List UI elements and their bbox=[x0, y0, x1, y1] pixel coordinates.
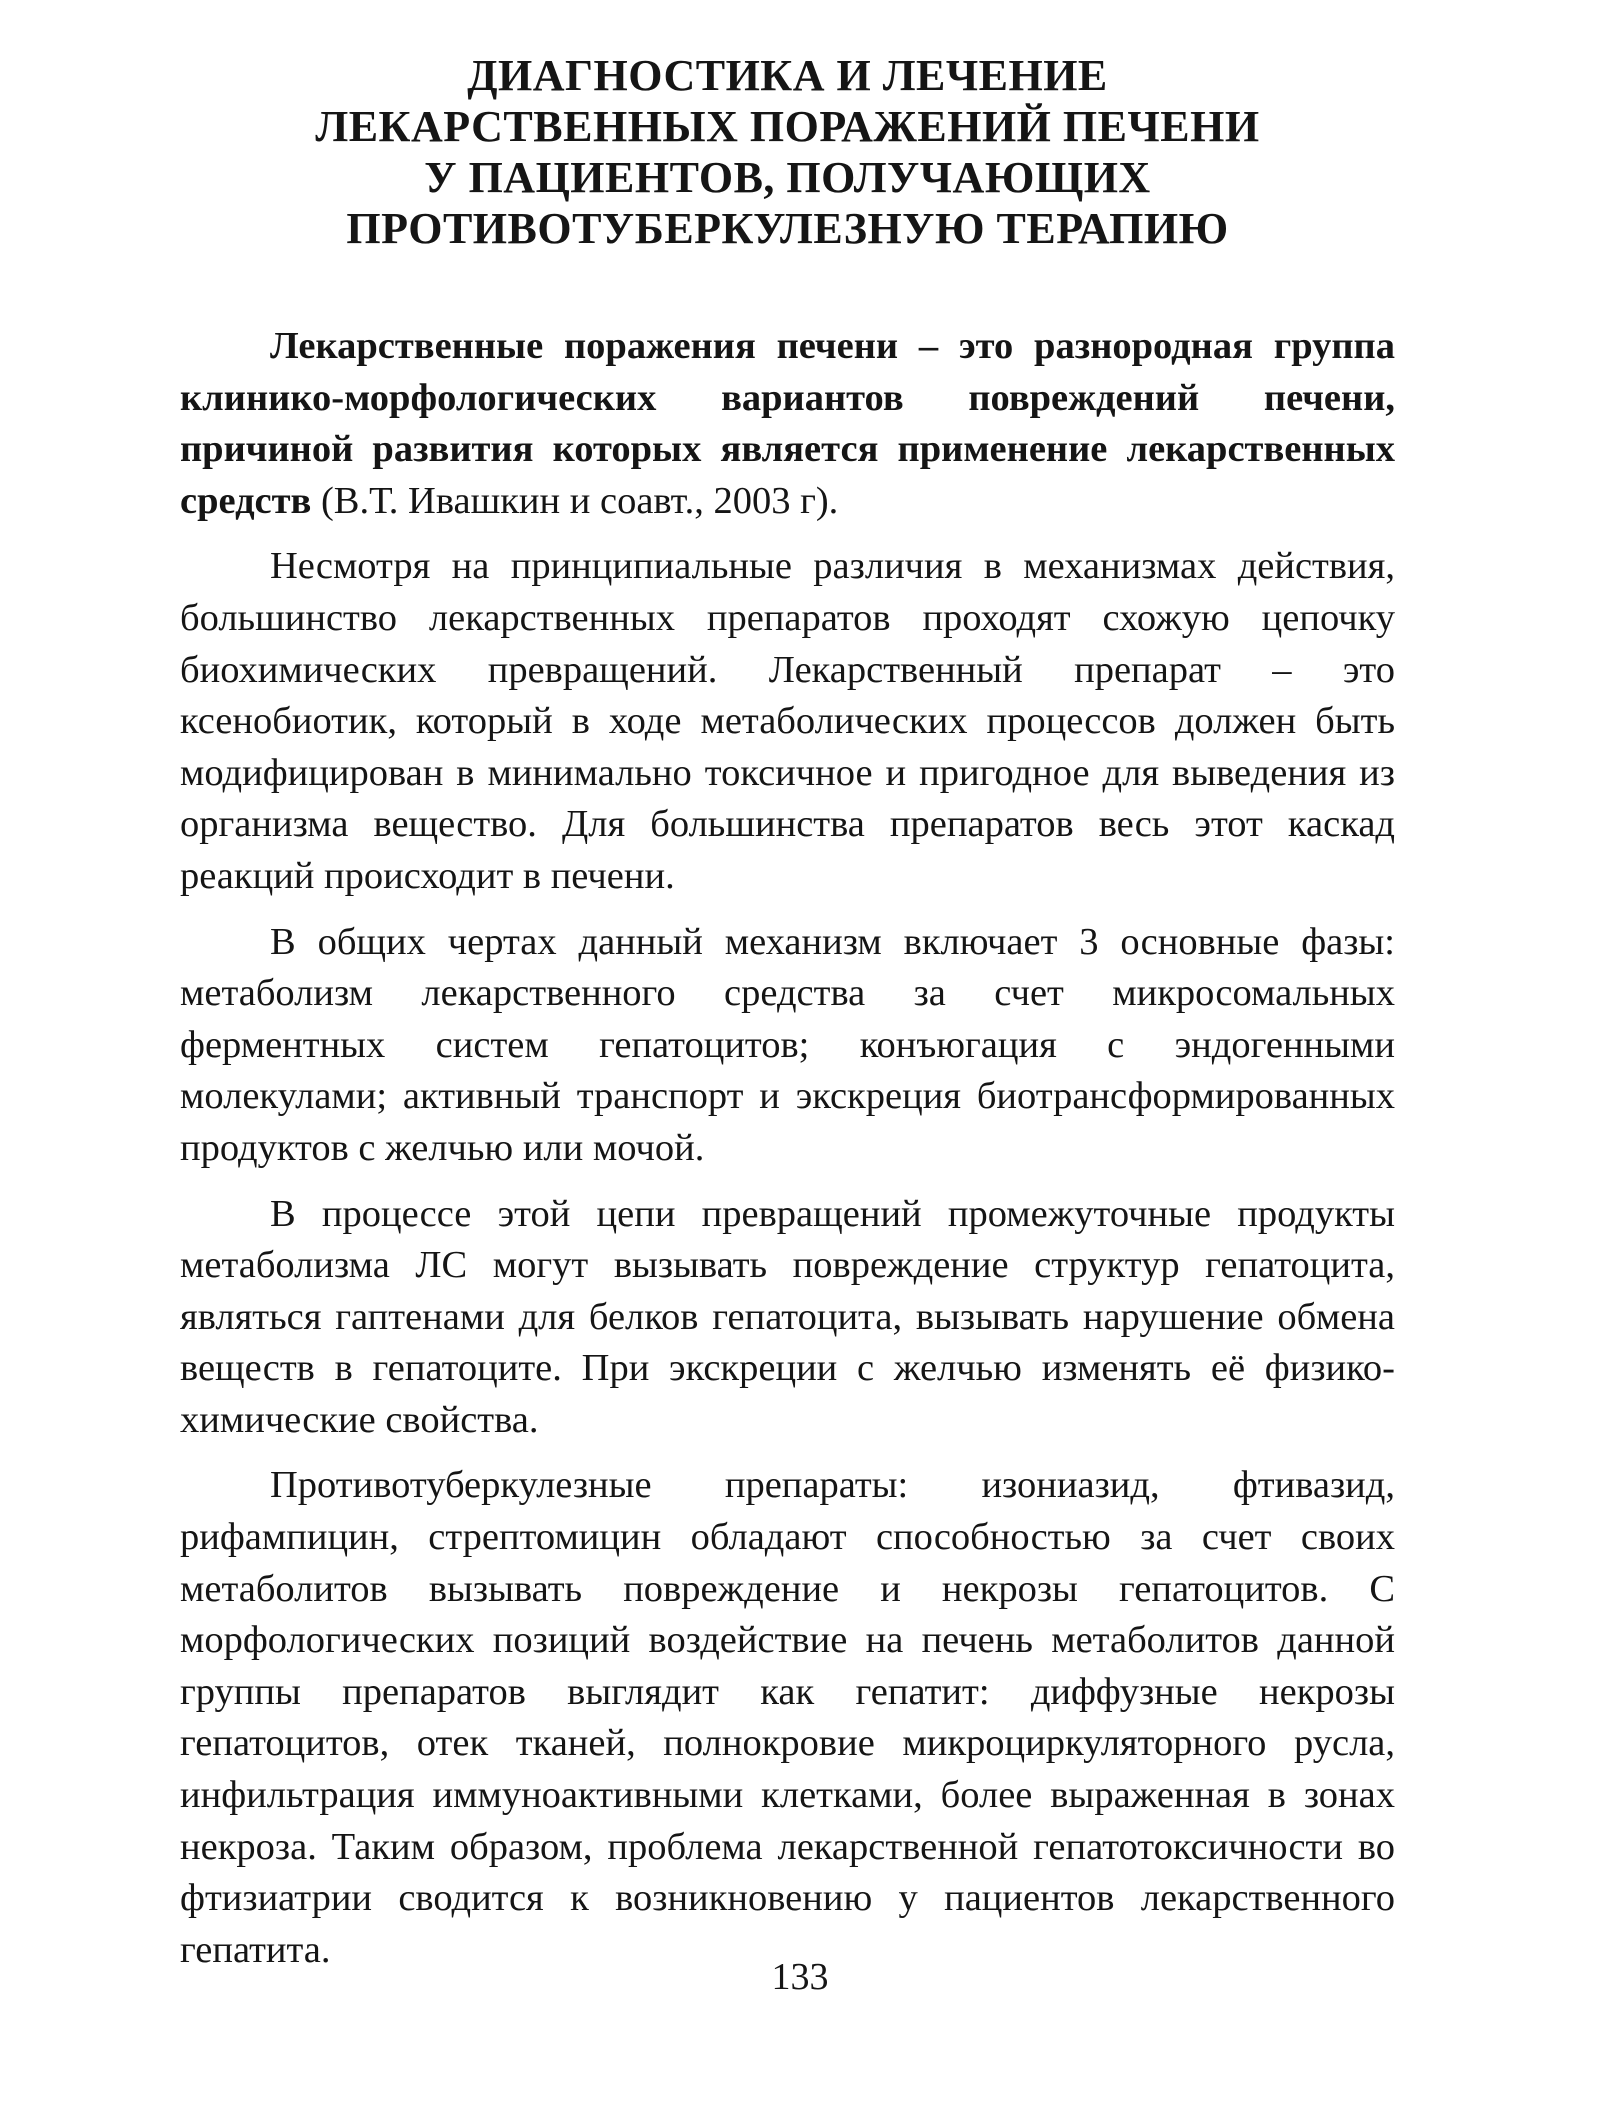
definition-text: Лекарственные поражения печени – это разнородная группа клинико-морфологических вариантов повреждений печени, причиной развития которых является применение лекарственных средств bbox=[180, 325, 1395, 522]
intro-paragraph bbox=[180, 321, 1395, 527]
page-content bbox=[180, 50, 1395, 1990]
citation-text: (В.Т. Ивашкин и соавт., 2003 г). bbox=[311, 479, 839, 522]
paragraph: Несмотря на принципиальные различия в механизмах действия, большинство лекарственных препаратов проходят схожую цепочку биохимических превращений. Лекарственный препарат – это ксенобиотик, который в ходе метаболических процессов должен быть модифицирован в минимально токсичное и пригодное для выведения из организма вещество. Для большинства препаратов весь этот каскад реакций происходит в печени. bbox=[180, 545, 1395, 897]
title-line: У ПАЦИЕНТОВ, ПОЛУЧАЮЩИХ bbox=[424, 153, 1151, 202]
body-text bbox=[180, 321, 1395, 1976]
page-number: 133 bbox=[771, 1956, 829, 1998]
page-title bbox=[180, 50, 1395, 254]
title-line: ДИАГНОСТИКА И ЛЕЧЕНИЕ bbox=[467, 51, 1108, 100]
paragraph: В общих чертах данный механизм включает 3 основные фазы: метаболизм лекарственного средства за счет микросомальных ферментных систем гепатоцитов; конъюгация с эндогенными молекулами; активный транспорт и экскреция биотрансформированных продуктов с желчью или мочой. bbox=[180, 920, 1395, 1169]
paragraph: Противотуберкулезные препараты: изониазид, фтивазид, рифампицин, стрептомицин обладают способностью за счет своих метаболитов вызывать повреждение и некрозы гепатоцитов. С морфологических позиций воздействие на печень метаболитов данной группы препаратов выглядит как гепатит: диффузные некрозы гепатоцитов, отек тканей, полнокровие микроциркуляторного русла, инфильтрация иммуноактивными клетками, более выраженная в зонах некроза. Таким образом, проблема лекарственной гепатотоксичности во фтизиатрии сводится к возникновению у пациентов лекарственного гепатита. bbox=[180, 1464, 1395, 1971]
title-line: ЛЕКАРСТВЕННЫХ ПОРАЖЕНИЙ ПЕЧЕНИ bbox=[315, 102, 1260, 151]
paragraph: В процессе этой цепи превращений промежуточные продукты метаболизма ЛС могут вызывать повреждение структур гепатоцита, являться гаптенами для белков гепатоцита, вызывать нарушение обмена веществ в гепатоците. При экскреции с желчью изменять её физико-химические свойства. bbox=[180, 1192, 1395, 1441]
title-line: ПРОТИВОТУБЕРКУЛЕЗНУЮ ТЕРАПИЮ bbox=[346, 204, 1229, 253]
